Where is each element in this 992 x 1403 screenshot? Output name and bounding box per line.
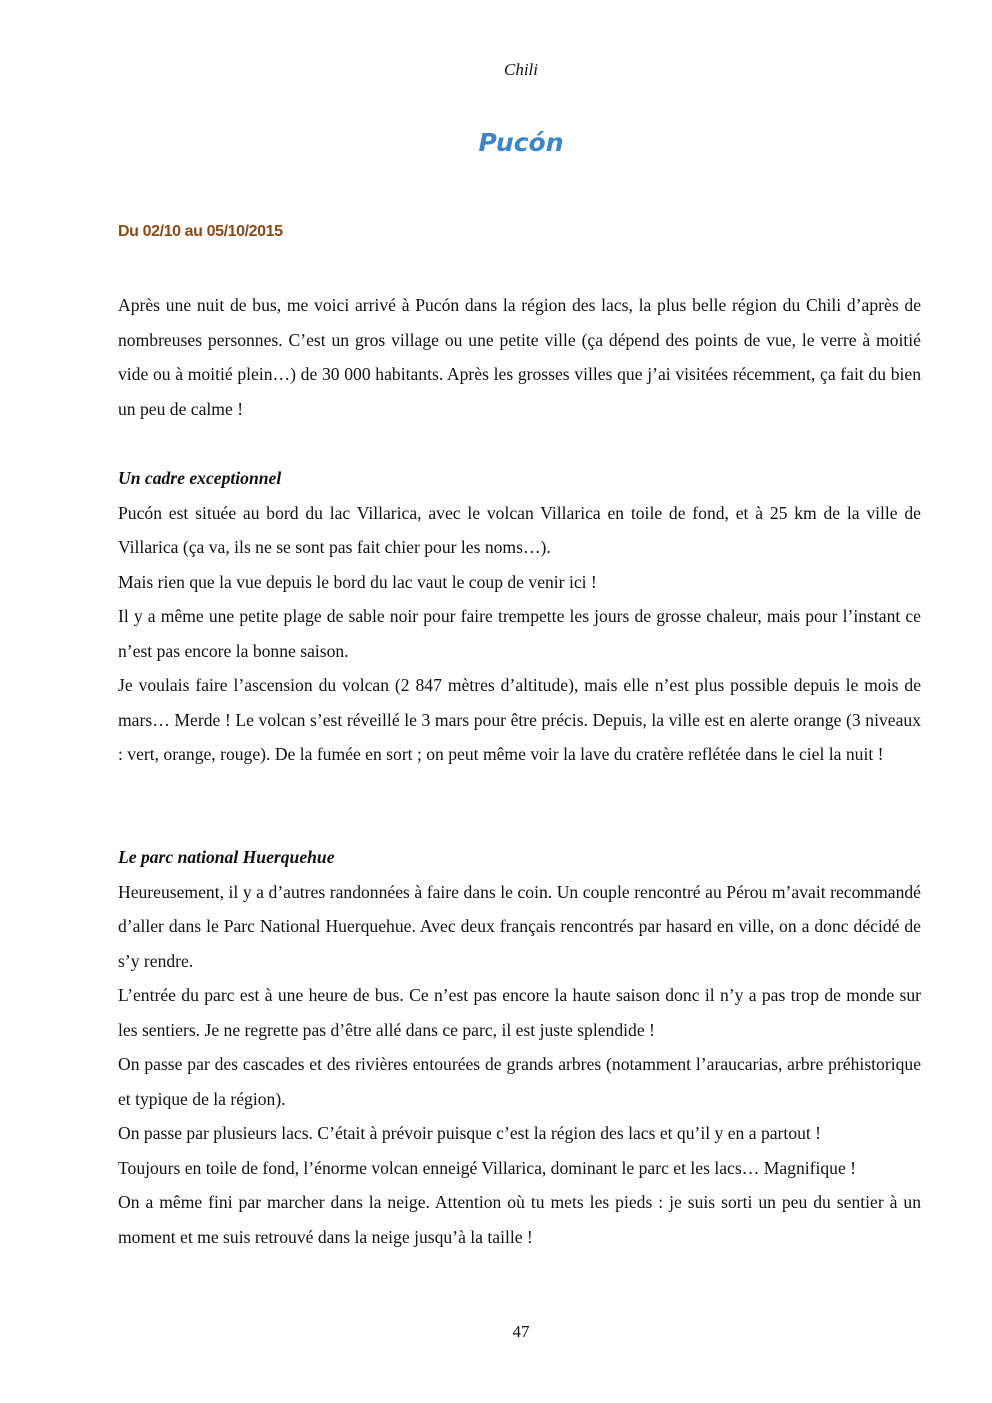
section-cadre-exceptionnel bbox=[118, 461, 921, 772]
section-paragraph: L’entrée du parc est à une heure de bus. Ce n’est pas encore la haute saison donc il n’y a pas trop de monde sur les sentiers. Je ne regrette pas d’être allé dans ce parc, il est juste splendide ! bbox=[118, 985, 921, 1040]
section-paragraph: Toujours en toile de fond, l’énorme volcan enneigé Villarica, dominant le parc et les lacs… Magnifique ! bbox=[118, 1157, 857, 1178]
section-paragraph: On passe par des cascades et des rivières entourées de grands arbres (notamment l’araucarias, arbre préhistorique et typique de la région). bbox=[118, 1054, 921, 1109]
date-range: Du 02/10 au 05/10/2015 bbox=[118, 223, 283, 240]
page-title: Pucón bbox=[478, 128, 564, 157]
intro-block bbox=[118, 288, 921, 426]
section-paragraph: Je voulais faire l’ascension du volcan (2 847 mètres d’altitude), mais elle n’est plus possible depuis le mois de mars… Merde ! Le volcan s’est réveillé le 3 mars pour être précis. Depuis, la ville est en alerte orange (3 niveaux : vert, orange, rouge). De la fumée en sort ; on peut même voir la lave du cratère reflétée dans le ciel la nuit ! bbox=[118, 675, 921, 764]
page-number: 47 bbox=[512, 1322, 530, 1341]
running-header: Chili bbox=[503, 60, 538, 79]
section-paragraph: On a même fini par marcher dans la neige. Attention où tu mets les pieds : je suis sorti un peu du sentier à un moment et me suis retrouvé dans la neige jusqu’à la taille ! bbox=[118, 1192, 921, 1247]
section-heading: Un cadre exceptionnel bbox=[118, 468, 282, 488]
section-paragraph: Il y a même une petite plage de sable noir pour faire trempette les jours de grosse chaleur, mais pour l’instant ce n’est pas encore la bonne saison. bbox=[118, 606, 921, 661]
section-parc-huerquehue bbox=[118, 840, 921, 1254]
section-paragraph: Mais rien que la vue depuis le bord du lac vaut le coup de venir ici ! bbox=[118, 571, 597, 592]
section-paragraph: On passe par plusieurs lacs. C’était à prévoir puisque c’est la région des lacs et qu’il y en a partout ! bbox=[118, 1123, 822, 1143]
section-paragraph: Heureusement, il y a d’autres randonnées à faire dans le coin. Un couple rencontré au Pérou m’avait recommandé d’aller dans le Parc National Huerquehue. Avec deux français rencontrés par hasard en ville, on a donc décidé de s’y rendre. bbox=[118, 881, 921, 971]
section-heading: Le parc national Huerquehue bbox=[118, 847, 335, 867]
section-paragraph: Pucón est située au bord du lac Villarica, avec le volcan Villarica en toile de fond, et à 25 km de la ville de Villarica (ça va, ils ne se sont pas fait chier pour les noms…). bbox=[118, 502, 921, 557]
intro-paragraph: Après une nuit de bus, me voici arrivé à Pucón dans la région des lacs, la plus belle région du Chili d’après de nombreuses personnes. C’est un gros village ou une petite ville (ça dépend des points de vue, le verre à moitié vide ou à moitié plein…) de 30 000 habitants. Après les grosses villes que j’ai visitées récemment, ça fait du bien un peu de calme ! bbox=[118, 295, 921, 419]
